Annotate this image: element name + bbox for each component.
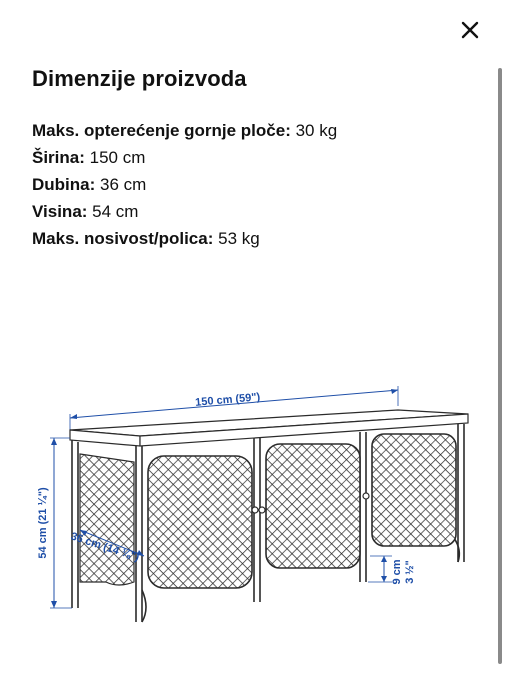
width-label: 150 cm (59") [194,391,261,409]
leg-height-dimension [368,556,416,585]
door-knob [259,507,265,513]
spec-label: Maks. nosivost/polica: [32,229,214,248]
spec-row-depth [32,171,337,198]
panel-title: Dimenzije proizvoda [32,66,247,91]
spec-value: 54 cm [92,202,139,221]
leg-height-label-cm: 9 cm [391,559,403,585]
spec-label: Maks. opterećenje gornje ploče: [32,121,291,140]
spec-label: Visina: [32,202,88,221]
spec-label: Dubina: [32,175,96,194]
door-middle[interactable] [266,444,360,568]
door-left[interactable] [148,456,252,588]
spec-value: 36 cm [100,175,147,194]
spec-row-width [32,144,337,171]
spec-value: 150 cm [89,148,146,167]
spec-row-max-shelf-load [32,225,337,252]
door-knob [363,493,369,499]
spec-row-max-top-load [32,117,337,144]
spec-value: 53 kg [218,229,260,248]
depth-label: 36 cm (14 ⅛") [69,530,141,564]
spec-value: 30 kg [295,121,338,140]
door-right[interactable] [372,434,456,546]
spec-row-height [32,198,337,225]
close-icon [461,21,479,39]
side-mesh-panel [80,454,134,585]
door-knob [252,507,258,513]
height-label: 54 cm (21 ¼") [37,487,49,559]
spec-label: Širina: [32,148,85,167]
leg-height-label-in: 3 ½" [404,560,416,584]
close-button[interactable] [452,12,488,48]
product-dimension-drawing [0,370,507,690]
spec-list [32,117,337,252]
height-dimension [37,438,72,608]
